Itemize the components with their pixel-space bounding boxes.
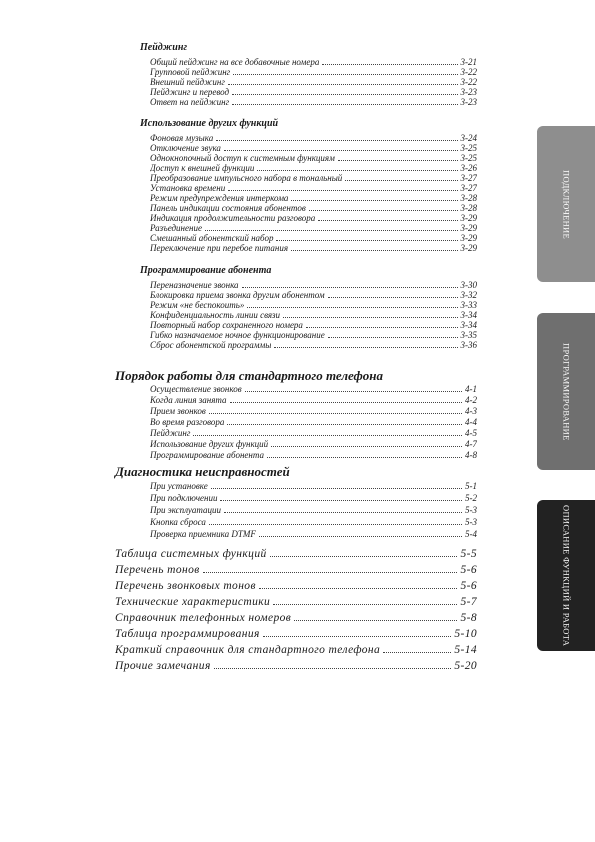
entry-page: 4-5	[465, 428, 477, 438]
entry-page: 3-23	[460, 97, 477, 107]
entry-title: Преобразование импульсного набора в тональный	[150, 173, 343, 183]
entry-page: 5-3	[465, 505, 477, 515]
entry-page: 5-20	[454, 660, 477, 672]
toc-entry[interactable]	[150, 300, 477, 310]
toc-entry[interactable]	[115, 547, 477, 561]
dot-leader	[267, 452, 462, 458]
entry-page: 3-23	[460, 87, 477, 97]
dot-leader	[245, 386, 462, 392]
entry-title: Пейджинг и перевод	[150, 87, 230, 97]
toc-entry[interactable]	[150, 67, 477, 77]
entry-page: 3-21	[460, 57, 477, 67]
toc-entry[interactable]	[150, 143, 477, 153]
entry-page: 3-36	[460, 340, 477, 350]
dot-leader	[263, 630, 452, 637]
dot-leader	[328, 292, 458, 298]
entry-page: 5-10	[454, 628, 477, 640]
toc-entry[interactable]	[150, 406, 477, 416]
section-heading: Программирование абонента	[140, 265, 272, 276]
entry-title: Конфиденциальность линии связи	[150, 310, 281, 320]
entry-title: Когда линия занята	[150, 395, 227, 405]
toc-entry[interactable]	[150, 280, 477, 290]
toc-entry[interactable]	[150, 223, 477, 233]
entry-page: 3-22	[460, 77, 477, 87]
dot-leader	[383, 646, 451, 653]
toc-entry[interactable]	[150, 173, 477, 183]
toc-entry[interactable]	[115, 595, 477, 609]
toc-entry[interactable]	[150, 193, 477, 203]
entry-title: Переключение при перебое питания	[150, 243, 289, 253]
entry-page: 5-6	[460, 564, 477, 576]
entry-page: 5-14	[454, 644, 477, 656]
entry-title: Сброс абонентской программы	[150, 340, 272, 350]
toc-entry[interactable]	[150, 213, 477, 223]
entry-page: 5-5	[460, 548, 477, 560]
entry-page: 5-3	[465, 517, 477, 527]
entry-page: 3-32	[460, 290, 477, 300]
toc-entry[interactable]	[150, 77, 477, 87]
toc-entry[interactable]	[115, 579, 477, 593]
toc-entry[interactable]	[150, 493, 477, 503]
dot-leader	[270, 550, 458, 557]
chapter-tab-label: ОПИСАНИЕ ФУНКЦИЙ И РАБОТА	[561, 504, 572, 647]
toc-entry[interactable]	[150, 183, 477, 193]
section-heading: Порядок работы для стандартного телефона	[115, 368, 383, 383]
toc-entry[interactable]	[115, 563, 477, 577]
toc-entry[interactable]	[150, 330, 477, 340]
toc-entry[interactable]	[150, 417, 477, 427]
entry-page: 4-1	[465, 384, 477, 394]
entry-page: 5-4	[465, 529, 477, 539]
dot-leader	[203, 566, 458, 573]
chapter-tab-programming[interactable]	[537, 313, 595, 470]
entry-title: Использование других функций	[150, 439, 269, 449]
entry-page: 3-22	[460, 67, 477, 77]
section-heading: Использование других функций	[140, 118, 279, 129]
toc-entry[interactable]	[150, 529, 477, 539]
chapter-tab-label: ПОДКЛЮЧЕНИЕ	[561, 169, 572, 239]
toc-entry[interactable]	[150, 87, 477, 97]
entry-title: Фоновая музыка	[150, 133, 214, 143]
entry-page: 5-8	[460, 612, 477, 624]
entry-page: 3-27	[460, 183, 477, 193]
dot-leader	[257, 165, 457, 171]
toc-entry[interactable]	[150, 97, 477, 107]
entry-title: Доступ к внешней функции	[150, 163, 255, 173]
toc-entry[interactable]	[150, 133, 477, 143]
dot-leader	[259, 582, 458, 589]
entry-page: 3-25	[460, 153, 477, 163]
entry-page: 3-28	[460, 203, 477, 213]
entry-title: Установка времени	[150, 183, 226, 193]
dot-leader	[318, 215, 457, 221]
entry-title: Технические характеристики	[115, 596, 271, 608]
entry-title: Общий пейджинг на все добавочные номера	[150, 57, 320, 67]
chapter-tab-functions[interactable]	[537, 500, 595, 651]
toc-entry[interactable]	[150, 450, 477, 460]
dot-leader	[205, 225, 458, 231]
entry-title: Отключение звука	[150, 143, 221, 153]
dot-leader	[232, 89, 457, 95]
dot-leader	[309, 205, 458, 211]
toc-entry[interactable]	[150, 203, 477, 213]
entry-title: Во время разговора	[150, 417, 225, 427]
dot-leader	[259, 531, 462, 537]
entry-page: 3-24	[460, 133, 477, 143]
entry-title: Осуществление звонков	[150, 384, 242, 394]
entry-page: 3-30	[460, 280, 477, 290]
dot-leader	[345, 175, 457, 181]
entry-title: Переназначение звонка	[150, 280, 239, 290]
entry-title: Индикация продолжительности разговора	[150, 213, 316, 223]
entry-page: 4-2	[465, 395, 477, 405]
dot-leader	[273, 598, 457, 605]
dot-leader	[224, 507, 462, 513]
toc-entry[interactable]	[150, 340, 477, 350]
toc-entry[interactable]	[150, 310, 477, 320]
entry-title: Смешанный абонентский набор	[150, 233, 274, 243]
entry-title: Кнопка сброса	[150, 517, 206, 527]
entry-page: 3-34	[460, 310, 477, 320]
entry-title: При эксплуатации	[150, 505, 221, 515]
dot-leader	[322, 59, 457, 65]
toc-entry[interactable]	[150, 290, 477, 300]
dot-leader	[209, 519, 462, 525]
dot-leader	[247, 302, 457, 308]
toc-entry[interactable]	[115, 627, 477, 641]
entry-page: 4-7	[465, 439, 477, 449]
entry-page: 3-35	[460, 330, 477, 340]
entry-title: Разъединение	[150, 223, 202, 233]
chapter-tab-label: ПРОГРАММИРОВАНИЕ	[561, 342, 572, 441]
toc-entry[interactable]	[115, 611, 477, 625]
dot-leader	[209, 408, 462, 414]
entry-title: Повторный набор сохраненного номера	[150, 320, 303, 330]
entry-title: Внешний пейджинг	[150, 77, 225, 87]
dot-leader	[220, 495, 462, 501]
entry-title: Панель индикации состояния абонентов	[150, 203, 306, 213]
toc-entry[interactable]	[115, 659, 477, 673]
entry-title: При подключении	[150, 493, 218, 503]
entry-page: 5-6	[460, 580, 477, 592]
dot-leader	[230, 397, 462, 403]
chapter-tab-connection[interactable]	[537, 126, 595, 282]
entry-title: Таблица системных функций	[115, 548, 267, 560]
dot-leader	[291, 245, 457, 251]
entry-page: 3-29	[460, 243, 477, 253]
entry-page: 3-34	[460, 320, 477, 330]
entry-title: Справочник телефонных номеров	[115, 612, 292, 624]
entry-title: Режим предупреждения интеркома	[150, 193, 289, 203]
dot-leader	[224, 145, 458, 151]
entry-page: 3-29	[460, 223, 477, 233]
dot-leader	[214, 662, 452, 669]
entry-title: Перечень звонковых тонов	[115, 580, 256, 592]
entry-title: Краткий справочник для стандартного телефона	[115, 644, 381, 656]
toc-entry[interactable]	[150, 517, 477, 527]
dot-leader	[338, 155, 458, 161]
dot-leader	[233, 69, 457, 75]
entry-page: 5-1	[465, 481, 477, 491]
dot-leader	[216, 135, 457, 141]
entry-page: 5-2	[465, 493, 477, 503]
entry-title: Гибко назначаемое ночное функционирование	[150, 330, 325, 340]
toc-entry[interactable]	[150, 243, 477, 253]
toc-entry[interactable]	[150, 163, 477, 173]
dot-leader	[211, 483, 462, 489]
entry-title: При установке	[150, 481, 208, 491]
dot-leader	[328, 332, 458, 338]
dot-leader	[271, 441, 462, 447]
toc-entry[interactable]	[150, 439, 477, 449]
entry-title: Перечень тонов	[115, 564, 200, 576]
entry-page: 3-27	[460, 173, 477, 183]
entry-page: 5-7	[460, 596, 477, 608]
dot-leader	[228, 79, 458, 85]
toc-entry[interactable]	[150, 233, 477, 243]
entry-page: 3-29	[460, 213, 477, 223]
section-heading: Диагностика неисправностей	[115, 464, 290, 479]
toc-entry[interactable]	[150, 481, 477, 491]
dot-leader	[274, 342, 457, 348]
entry-page: 3-33	[460, 300, 477, 310]
toc-entry[interactable]	[150, 153, 477, 163]
dot-leader	[242, 282, 458, 288]
dot-leader	[193, 430, 462, 436]
entry-page: 4-3	[465, 406, 477, 416]
toc-entry[interactable]	[115, 643, 477, 657]
entry-page: 3-25	[460, 143, 477, 153]
entry-title: Блокировка приема звонка другим абонентом	[150, 290, 325, 300]
dot-leader	[306, 322, 458, 328]
entry-title: Программирование абонента	[150, 450, 264, 460]
entry-page: 3-28	[460, 193, 477, 203]
toc-entry[interactable]	[150, 428, 477, 438]
entry-title: Пейджинг	[150, 428, 191, 438]
dot-leader	[232, 99, 457, 105]
toc-entry[interactable]	[150, 57, 477, 67]
entry-page: 4-8	[465, 450, 477, 460]
toc-entry[interactable]	[150, 384, 477, 394]
toc-entry[interactable]	[150, 395, 477, 405]
entry-page: 3-26	[460, 163, 477, 173]
entry-title: Ответ на пейджинг	[150, 97, 230, 107]
entry-page: 3-29	[460, 233, 477, 243]
entry-title: Групповой пейджинг	[150, 67, 231, 77]
toc-entry[interactable]	[150, 505, 477, 515]
entry-title: Режим «не беспокоить»	[150, 300, 245, 310]
entry-title: Таблица программирования	[115, 628, 260, 640]
section-heading: Пейджинг	[140, 42, 188, 53]
entry-title: Проверка приемника DTMF	[150, 529, 256, 539]
entry-page: 4-4	[465, 417, 477, 427]
entry-title: Прочие замечания	[115, 660, 211, 672]
dot-leader	[291, 195, 457, 201]
dot-leader	[276, 235, 457, 241]
entry-title: Однокнопочный доступ к системным функциям	[150, 153, 335, 163]
dot-leader	[283, 312, 457, 318]
entry-title: Прием звонков	[150, 406, 206, 416]
dot-leader	[228, 185, 457, 191]
dot-leader	[294, 614, 457, 621]
toc-entry[interactable]	[150, 320, 477, 330]
dot-leader	[227, 419, 462, 425]
